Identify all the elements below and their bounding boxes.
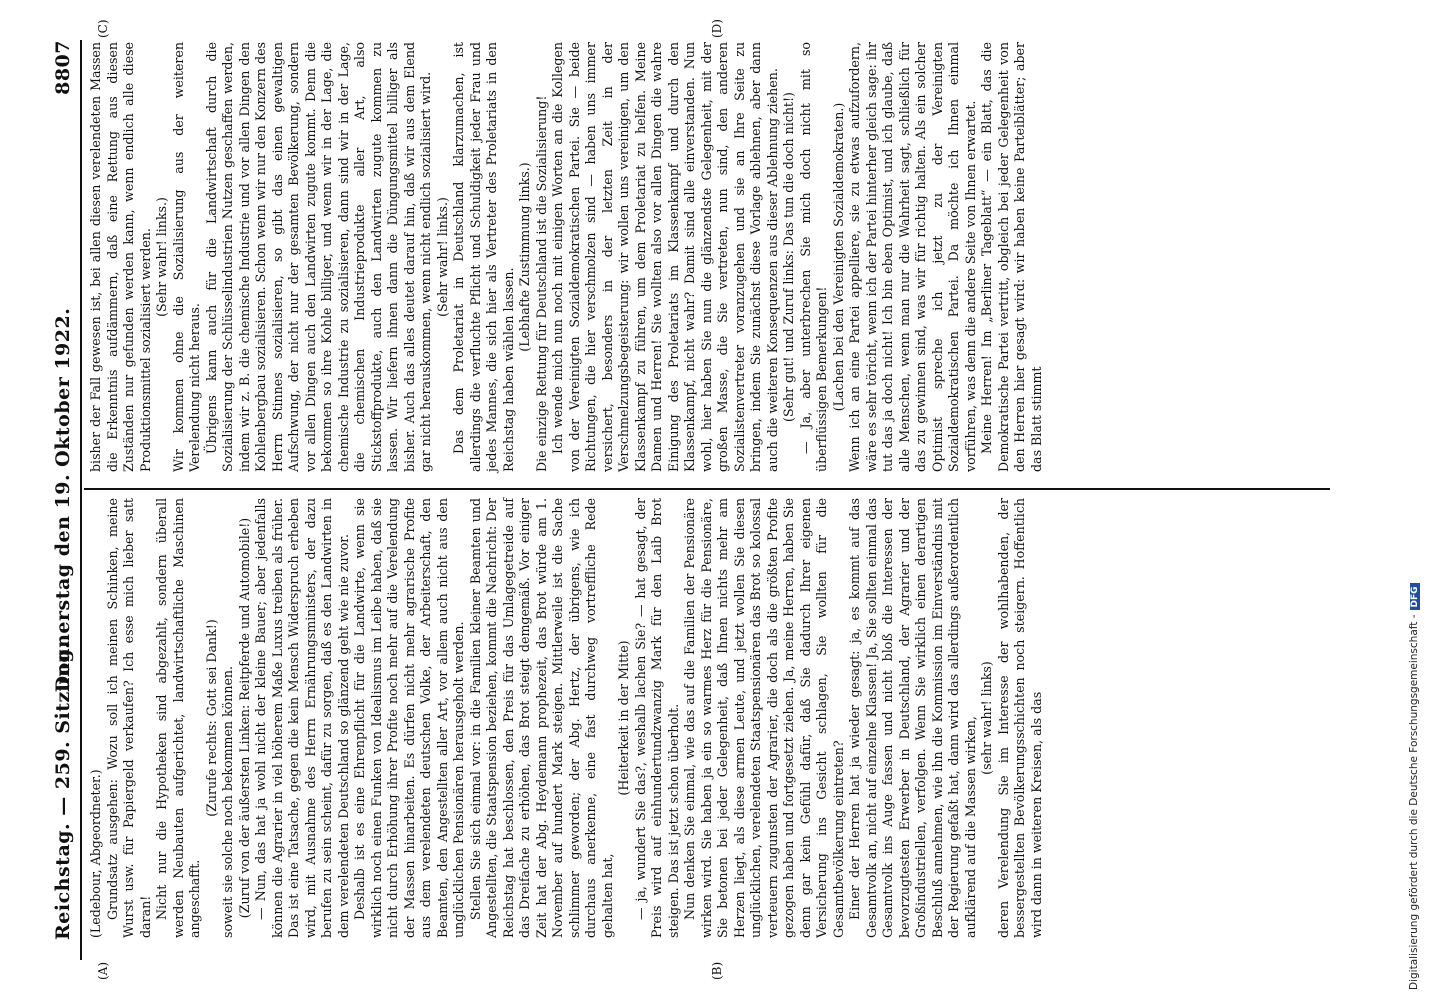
right-column <box>88 42 1045 472</box>
margin-letter-d: (D) <box>710 19 724 38</box>
dfg-logo: DFG <box>1410 583 1420 610</box>
credit-text: Digitalisierung gefördert durch die Deutsche Forschungsgemeinschaft - <box>1408 614 1420 990</box>
paragraph: Das dem Proletariat in Deutschland klarzumachen, ist allerdings die verfluchte Pflicht und Schuldigkeit jeder Frau und jedes Mannes, die sich hier als Vertreter des Proletariats in den Reichstag haben wählen lassen. <box>451 42 516 472</box>
paragraph: Stellen Sie sich einmal vor: in die Familien kleiner Beamten und Angestellten, die Staatspension beziehen, kommt die Nachricht: Der Reichstag hat beschlossen, den Preis für das Umlagegetreide auf das Dreifache zu erhöhen, das Brot steigt demgemäß. Vor einiger Zeit hat der Abg. Heydemann prophezeit, das Brot würde am 1. November auf hundert Mark steigen. Mittlerweile ist die Sache schlimmer geworden; der Abg. Hertz, der übrigens, wie ich durchaus anerkenne, eine fast durchweg vortreffliche Rede gehalten hat, <box>467 498 615 938</box>
paragraph: Die einzige Rettung für Deutschland ist die Sozialisierung! <box>533 95 549 472</box>
header-left: Reichstag. — 259. Sitzung. <box>52 641 74 940</box>
paragraph: — Nun, das hat ja wohl nicht der kleine Bauer; aber jedenfalls können die Agrarier in viel höherem Maße Luxus treiben als früher. Das ist eine Tatsache, gegen die kein Mensch Widerspruch erheben wird, mit Ausnahme des Herrn Ernährungsministers, der dazu berufen zu sein scheint, dafür zu sorgen, daß es den Landwirten in dem verelendeten Deutschland so glänzend geht wie nie zuvor. <box>253 498 351 938</box>
paragraph: Deshalb ist es eine Ehrenpflicht für die Landwirte, wenn sie wirklich noch einen Funken von Idealismus im Leibe haben, daß sie nicht durch Erhöhung ihrer Profite noch mehr auf die Verelendung der Massen hinarbeiten. Es dürfen nicht mehr agrarische Profite aus dem verelendeten deutschen Volke, der Arbeiterschaft, den Beamten, den Angestellten aller Art, vor allem auch nicht aus den unglücklichen Pensionären herausgeholt werden. <box>352 498 466 938</box>
margin-letter-c: (C) <box>96 19 110 38</box>
page-header <box>52 40 82 960</box>
paragraph: (Lachen bei den Vereinigten Sozialdemokraten.) <box>830 102 846 412</box>
paragraph: (Sehr wahr! links.) <box>154 197 169 317</box>
paragraph: (Heiterkeit in der Mitte) <box>616 640 631 796</box>
credit-text-wrap <box>1408 583 1420 990</box>
margin-letter-b: (B) <box>710 961 724 980</box>
paragraph: (Lebhafte Zustimmung links.) <box>517 162 532 352</box>
paragraph: Wenn ich an eine Partei appelliere, sie zu etwas aufzufordern, wäre es sehr töricht, wenn ich der Partei hinterher gleich sage: ihr tut das ja doch nicht! Ich bin eben Optimist, und ich glaube, daß alle Menschen, wenn man nur die Wahrheit sagt, schließlich für das zu gewinnen sind, was wir für richtig halten. Als ein solcher Optimist spreche ich jetzt zu der Vereinigten Sozialdemokratischen Partei. Da möchte ich Ihnen einmal vorführen, was denn die andere Seite von Ihnen erwartet. <box>847 42 978 472</box>
paragraph: Übrigens kann auch für die Landwirtschaft durch die Sozialisierung der Schlüsselindustrien Nutzen geschaffen werden, indem wir z. B. die chemische Industrie und vor allen Dingen den Kohlenbergbau sozialisieren. Schon wenn wir nur den Konzern des Herrn Stinnes sozialisieren, so gibt das einen gewaltigen Aufschwung, der nicht nur der gesamten Bevölkerung, sondern vor allen Dingen auch den Landwirten zugute kommt. Denn die bekommen so ihre Kohle billiger, und wenn wir in der Lage, die chemische Industrie zu sozialisieren, dann sind wir in der Lage, die chemischen Industrieprodukte aller Art, also Stickstoffprodukte, auch den Landwirten zugute kommen zu lassen. Wir liefern ihnen dann die Düngungsmittel billiger als bisher. Auch das alles deutet darauf hin, daß wir aus dem Elend gar nicht herauskommen, wenn nicht endlich sozialisiert wird. <box>203 42 433 472</box>
paragraph: Wir kommen ohne die Sozialisierung aus der weiteren Verelendung nicht heraus. <box>170 42 202 472</box>
paragraph: Meine Herren! Im „Berliner Tageblatt“ — ein Blatt, das die Demokratische Partei vertritt, obgleich bei jeder Gelegenheit von den Herren hier gesagt wird: wir haben keine Parteiblätter; aber das Blatt stimmt <box>979 42 1044 472</box>
paragraph: Grundsatz ausgehen: Wozu soll ich meinen Schinken, meine Wurst usw. für Papiergeld verkaufen? Ich esse mich lieber satt daran! <box>104 498 153 938</box>
paragraph: (sehr wahr! links) <box>979 661 994 775</box>
header-rule <box>80 40 82 960</box>
paragraph: (Sehr wahr! links.) <box>434 197 450 317</box>
left-column <box>88 498 1045 938</box>
paragraph: soweit sie solche noch bekommen können. <box>220 665 235 938</box>
paragraph: — Ja, aber unterbrechen Sie mich doch nicht mit so überflüssigen Bemerkungen! <box>797 42 829 472</box>
page-number: 8807 <box>52 40 74 95</box>
column-divider <box>84 488 1330 490</box>
paragraph: deren Verelendung Sie im Interesse der wohlhabenden, der bessergestellten Bevölkerungsschichten noch steigern. Hoffentlich wird dann in weiteren Kreisen, als das <box>995 498 1044 938</box>
paragraph: — ja, wundert Sie das?, weshalb lachen Sie? — hat gesagt, der Preis wird auf einhundertundzwanzig Mark für den Laib Brot steigen. Das ist jetzt schon überholt. <box>632 498 681 938</box>
paragraph: (Zurufe rechts: Gott sei Dank!) <box>203 619 219 817</box>
margin-letter-a: (A) <box>96 961 110 980</box>
digitization-credit <box>1400 0 1434 1000</box>
header-date: Donnerstag den 19. Oktober 1922. <box>52 307 74 693</box>
paragraph: bisher der Fall gewesen ist, bei allen diesen verelendeten Massen die Erkenntnis aufdämmern, daß eine Rettung aus diesen Zuständen nur gefunden werden kann, wenn endlich alle diese Produktionsmittel sozialisiert werden. <box>88 42 153 472</box>
paragraph: Einer der Herren hat ja wieder gesagt: ja, es kommt auf das Gesamtvolk an, nicht auf einzelne Klassen! Ja, Sie sollten einmal das Gesamtvolk ins Auge fassen und nicht bloß die Interessen der bevorzugtesten Erwerber in Deutschland, der Agrarier und der Großindustriellen, verfolgen. Wenn Sie wirklich einen derartigen Beschluß annehmen, wie ihn die Kommission im Einverständnis mit der Regierung gefaßt hat, dann wird das allerdings außerordentlich aufklärend auf die Massen wirken, <box>847 498 978 938</box>
paragraph: Nun denken Sie einmal, wie das auf die Familien der Pensionäre wirken wird. Sie haben ja ein so warmes Herz für die Pensionäre, Sie betonen bei jeder Gelegenheit, daß Ihnen nichts mehr am Herzen liegt, als diese armen Leute, und jetzt wollen Sie diesen unglücklichen, verelendeten Staatspensionären das Brot so kolossal verteuern zugunsten der Agrarier, die doch als die größten Profite gezogen haben und fortgesetzt ziehen. Ja, meine Herren, haben Sie denn gar kein Gefühl dafür, daß Sie dadurch Ihrer eigenen Versicherung ins Gesicht schlagen, Sie wollten für die Gesamtbevölkerung eintreten? <box>682 498 846 938</box>
paragraph: (Ledebour, Abgeordneter.) <box>88 769 103 938</box>
paragraph: Ich wende mich nun noch mit einigen Worten an die Kollegen von der Vereinigten Sozialdemokratischen Partei. Sie — beide Richtungen, die hier verschmolzen sind — haben uns immer versichert, besonders in der letzten Zeit in der Verschmelzungsbegeisterung: wir wollen uns vereinigen, um den Klassenkampf zu führen, um dem Proletariat zu helfen. Meine Damen und Herren! Sie wollten also vor allen Dingen die wahre Einigung des Proletariats im Klassenkampf und durch den Klassenkampf, nicht wahr? Damit sind alle einverstanden. Nun wohl, hier haben Sie nun die glänzendste Gelegenheit, mit der großen Masse, die Sie vertreten, nun sind, den anderen Sozialistenvertreter voranzugehen und sie an Ihre Seite zu bringen, indem Sie zunächst diese Vorlage ablehnen, aber dann auch die weiteren Konsequenzen aus dieser Ablehnung ziehen. <box>550 42 780 472</box>
paragraph: Nicht nur die Hypotheken sind abgezahlt, sondern überall werden Neubauten aufgerichtet, landwirtschaftliche Maschinen angeschafft. <box>154 498 202 938</box>
paragraph: (Sehr gut! und Zuruf links: Das tun die doch nicht!) <box>781 92 796 422</box>
paragraph: (Zuruf von der äußersten Linken: Reitpferde und Automobile!) <box>236 517 252 919</box>
